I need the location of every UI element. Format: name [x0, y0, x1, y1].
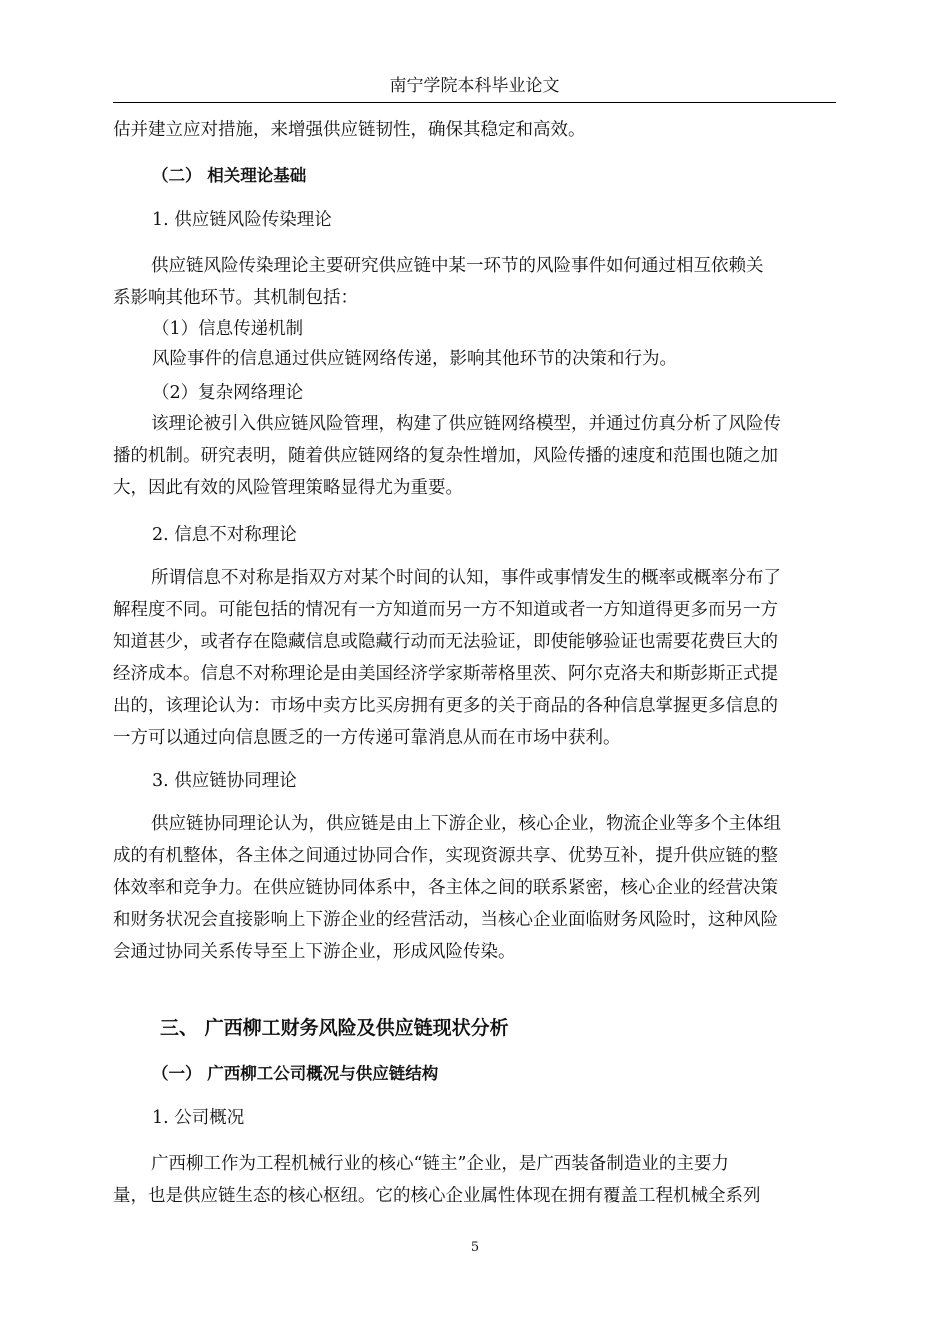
paragraph-line: 所谓信息不对称是指双方对某个时间的认知，事件或事情发生的概率或概率分布了: [151, 568, 781, 588]
paragraph-line: 供应链协同理论认为，供应链是由上下游企业，核心企业，物流企业等多个主体组: [151, 814, 781, 834]
paragraph-line: 一方可以通过向信息匮乏的一方传递可靠消息从而在市场中获利。: [113, 728, 621, 748]
section-heading-3-1: （一） 广西柳工公司概况与供应链结构: [152, 1064, 439, 1083]
page-header: 南宁学院本科毕业论文: [113, 70, 836, 103]
paragraph-line: 知道甚少，或者存在隐藏信息或隐藏行动而无法验证，即使能够验证也需要花费巨大的: [113, 632, 778, 652]
paragraph-supply-chain-collaboration: [113, 808, 836, 968]
mechanism-2-title: （2）复杂网络理论: [152, 383, 304, 403]
page-number: 5: [470, 1240, 480, 1255]
paragraph-line: 广西柳工作为工程机械行业的核心“链主”企业，是广西装备制造业的主要力: [151, 1154, 729, 1174]
subsection-heading-2: 2. 信息不对称理论: [152, 525, 297, 545]
paragraph-line: 量，也是供应链生态的核心枢纽。它的核心企业属性体现在拥有覆盖工程机械全系列: [113, 1186, 761, 1206]
paragraph-line: 经济成本。信息不对称理论是由美国经济学家斯蒂格里茨、阿尔克洛夫和斯彭斯正式提: [113, 664, 778, 684]
paragraph-complex-network: [113, 408, 836, 504]
subsection-heading-3: 3. 供应链协同理论: [152, 771, 297, 791]
paragraph-line: 大，因此有效的风险管理策略显得尤为重要。: [113, 478, 463, 498]
paragraph-line: 系影响其他环节。其机制包括：: [113, 288, 358, 308]
intro-line: 估并建立应对措施，来增强供应链韧性，确保其稳定和高效。: [113, 120, 586, 140]
paragraph-line: 供应链风险传染理论主要研究供应链中某一环节的风险事件如何通过相互依赖关: [151, 256, 764, 276]
chapter-heading-3: 三、 广西柳工财务风险及供应链现状分析: [160, 1017, 509, 1039]
paragraph-information-asymmetry: [113, 562, 836, 754]
paragraph-line: 会通过协同关系传导至上下游企业，形成风险传染。: [113, 942, 516, 962]
section-heading-2: （二） 相关理论基础: [152, 166, 307, 185]
subsection-heading-1: 1. 供应链风险传染理论: [152, 210, 332, 230]
paragraph-line: 解程度不同。可能包括的情况有一方知道而另一方不知道或者一方知道得更多而另一方: [113, 600, 778, 620]
mechanism-1-title: （1）信息传递机制: [152, 319, 304, 339]
paragraph-line: 成的有机整体，各主体之间通过协同合作，实现资源共享、优势互补，提升供应链的整: [113, 846, 778, 866]
subsection-heading-company-overview: 1. 公司概况: [152, 1108, 245, 1128]
paragraph-line: 出的，该理论认为：市场中卖方比买房拥有更多的关于商品的各种信息掌握更多信息的: [113, 696, 778, 716]
mechanism-1-text: 风险事件的信息通过供应链网络传递，影响其他环节的决策和行为。: [152, 349, 677, 369]
paragraph-line: 和财务状况会直接影响上下游企业的经营活动，当核心企业面临财务风险时，这种风险: [113, 910, 778, 930]
paragraph-risk-contagion: [113, 250, 836, 314]
paragraph-line: 体效率和竞争力。在供应链协同体系中，各主体之间的联系紧密，核心企业的经营决策: [113, 878, 778, 898]
paragraph-company-overview: [113, 1148, 836, 1212]
paragraph-line: 播的机制。研究表明，随着供应链网络的复杂性增加，风险传播的速度和范围也随之加: [113, 446, 778, 466]
paragraph-line: 该理论被引入供应链风险管理，构建了供应链网络模型，并通过仿真分析了风险传: [151, 414, 781, 434]
